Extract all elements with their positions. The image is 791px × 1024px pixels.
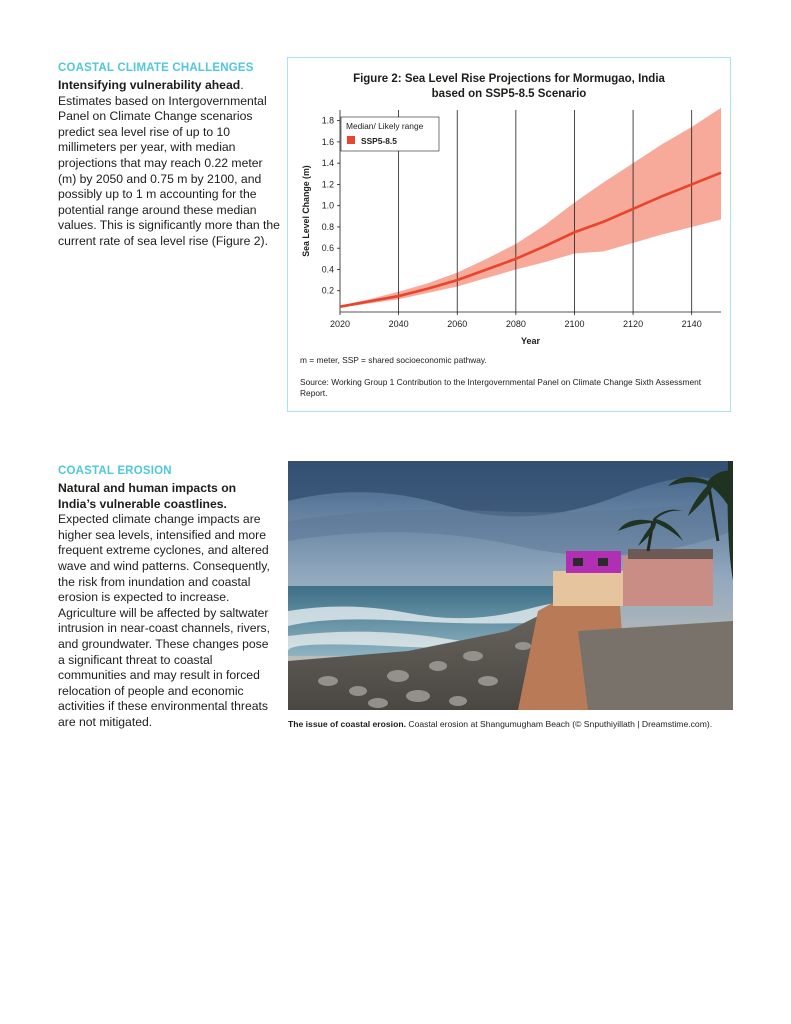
- y-tick-label-8: 1.8: [321, 115, 334, 126]
- x-tick-label-2: 2060: [447, 319, 468, 329]
- y-tick-label-7: 1.6: [321, 136, 334, 147]
- section1-body: [58, 78, 280, 250]
- x-tick-label-3: 2080: [505, 319, 526, 329]
- figure-2-box: [287, 57, 731, 412]
- y-axis-label: Sea Level Change (m): [301, 165, 311, 257]
- figure-title-line1: Figure 2: Sea Level Rise Projections for Mormugao, India: [353, 73, 665, 85]
- section2-body: [58, 481, 273, 731]
- section1-lead: Intensifying vulnerability ahead: [58, 78, 241, 92]
- section1-lead-punct: .: [240, 78, 244, 92]
- section1-paragraph: Estimates based on Intergovernmental Panel on Climate Change scenarios predict sea level rise of up to 10 millimeters per year, with median projections that may reach 0.22 meter (m) by 2050 and 0.75 m by 2100, and possibly up to 1 m accounting for the potential range around these median values. This is significantly more than the current rate of sea level rise (Figure 2).: [58, 93, 280, 248]
- x-tick-label-1: 2040: [388, 319, 409, 329]
- x-tick-label-0: 2020: [329, 319, 351, 329]
- section2-lead: Natural and human impacts on India’s vulnerable coastlines.: [58, 481, 237, 511]
- legend-title: Median/ Likely range: [346, 121, 424, 131]
- y-tick-label-6: 1.4: [321, 158, 334, 169]
- photo-caption-bold: The issue of coastal erosion.: [288, 719, 406, 729]
- section2-paragraph: Expected climate change impacts are higher sea levels, intensified and more frequent extreme cyclones, and altered wave and wind patterns. Consequently, the risk from inundation and coastal erosion is expected to increase. Agriculture will be affected by saltwater intrusion in near-coast channels, rivers, and groundwater. These changes pose a significant threat to coastal communities and may result in forced relocation of people and economic activities if these environmental threats are not mitigated.: [58, 512, 271, 729]
- photo-caption-text: Coastal erosion at Shangumugham Beach (© Snputhiyillath | Dreamstime.com).: [408, 719, 713, 729]
- x-tick-label-6: 2140: [681, 319, 702, 329]
- section-heading-coastal-climate: COASTAL CLIMATE CHALLENGES: [58, 62, 254, 74]
- x-tick-label-5: 2120: [623, 319, 644, 329]
- section-heading-coastal-erosion: COASTAL EROSION: [58, 465, 172, 477]
- x-axis-label: Year: [520, 336, 541, 346]
- figure-source: Source: Working Group 1 Contribution to the Intergovernmental Panel on Climate Change Sixth Assessment Report.: [300, 377, 702, 398]
- y-tick-label-4: 1.0: [321, 200, 334, 211]
- y-tick-label-2: 0.6: [321, 243, 334, 254]
- y-tick-label-5: 1.2: [321, 179, 334, 190]
- photo-caption: [288, 719, 728, 730]
- sea-level-chart: [288, 58, 732, 358]
- legend-series-label: SSP5-8.5: [361, 136, 397, 146]
- y-tick-label-0: 0.2: [321, 285, 334, 296]
- figure-title-line2: based on SSP5-8.5 Scenario: [431, 88, 587, 100]
- coastal-erosion-photo: [288, 461, 733, 710]
- y-tick-label-3: 0.8: [321, 221, 334, 232]
- x-tick-label-4: 2100: [564, 319, 585, 329]
- legend-swatch: [347, 136, 355, 144]
- y-tick-label-1: 0.4: [321, 264, 334, 275]
- figure-note: m = meter, SSP = shared socioeconomic pathway.: [300, 355, 487, 365]
